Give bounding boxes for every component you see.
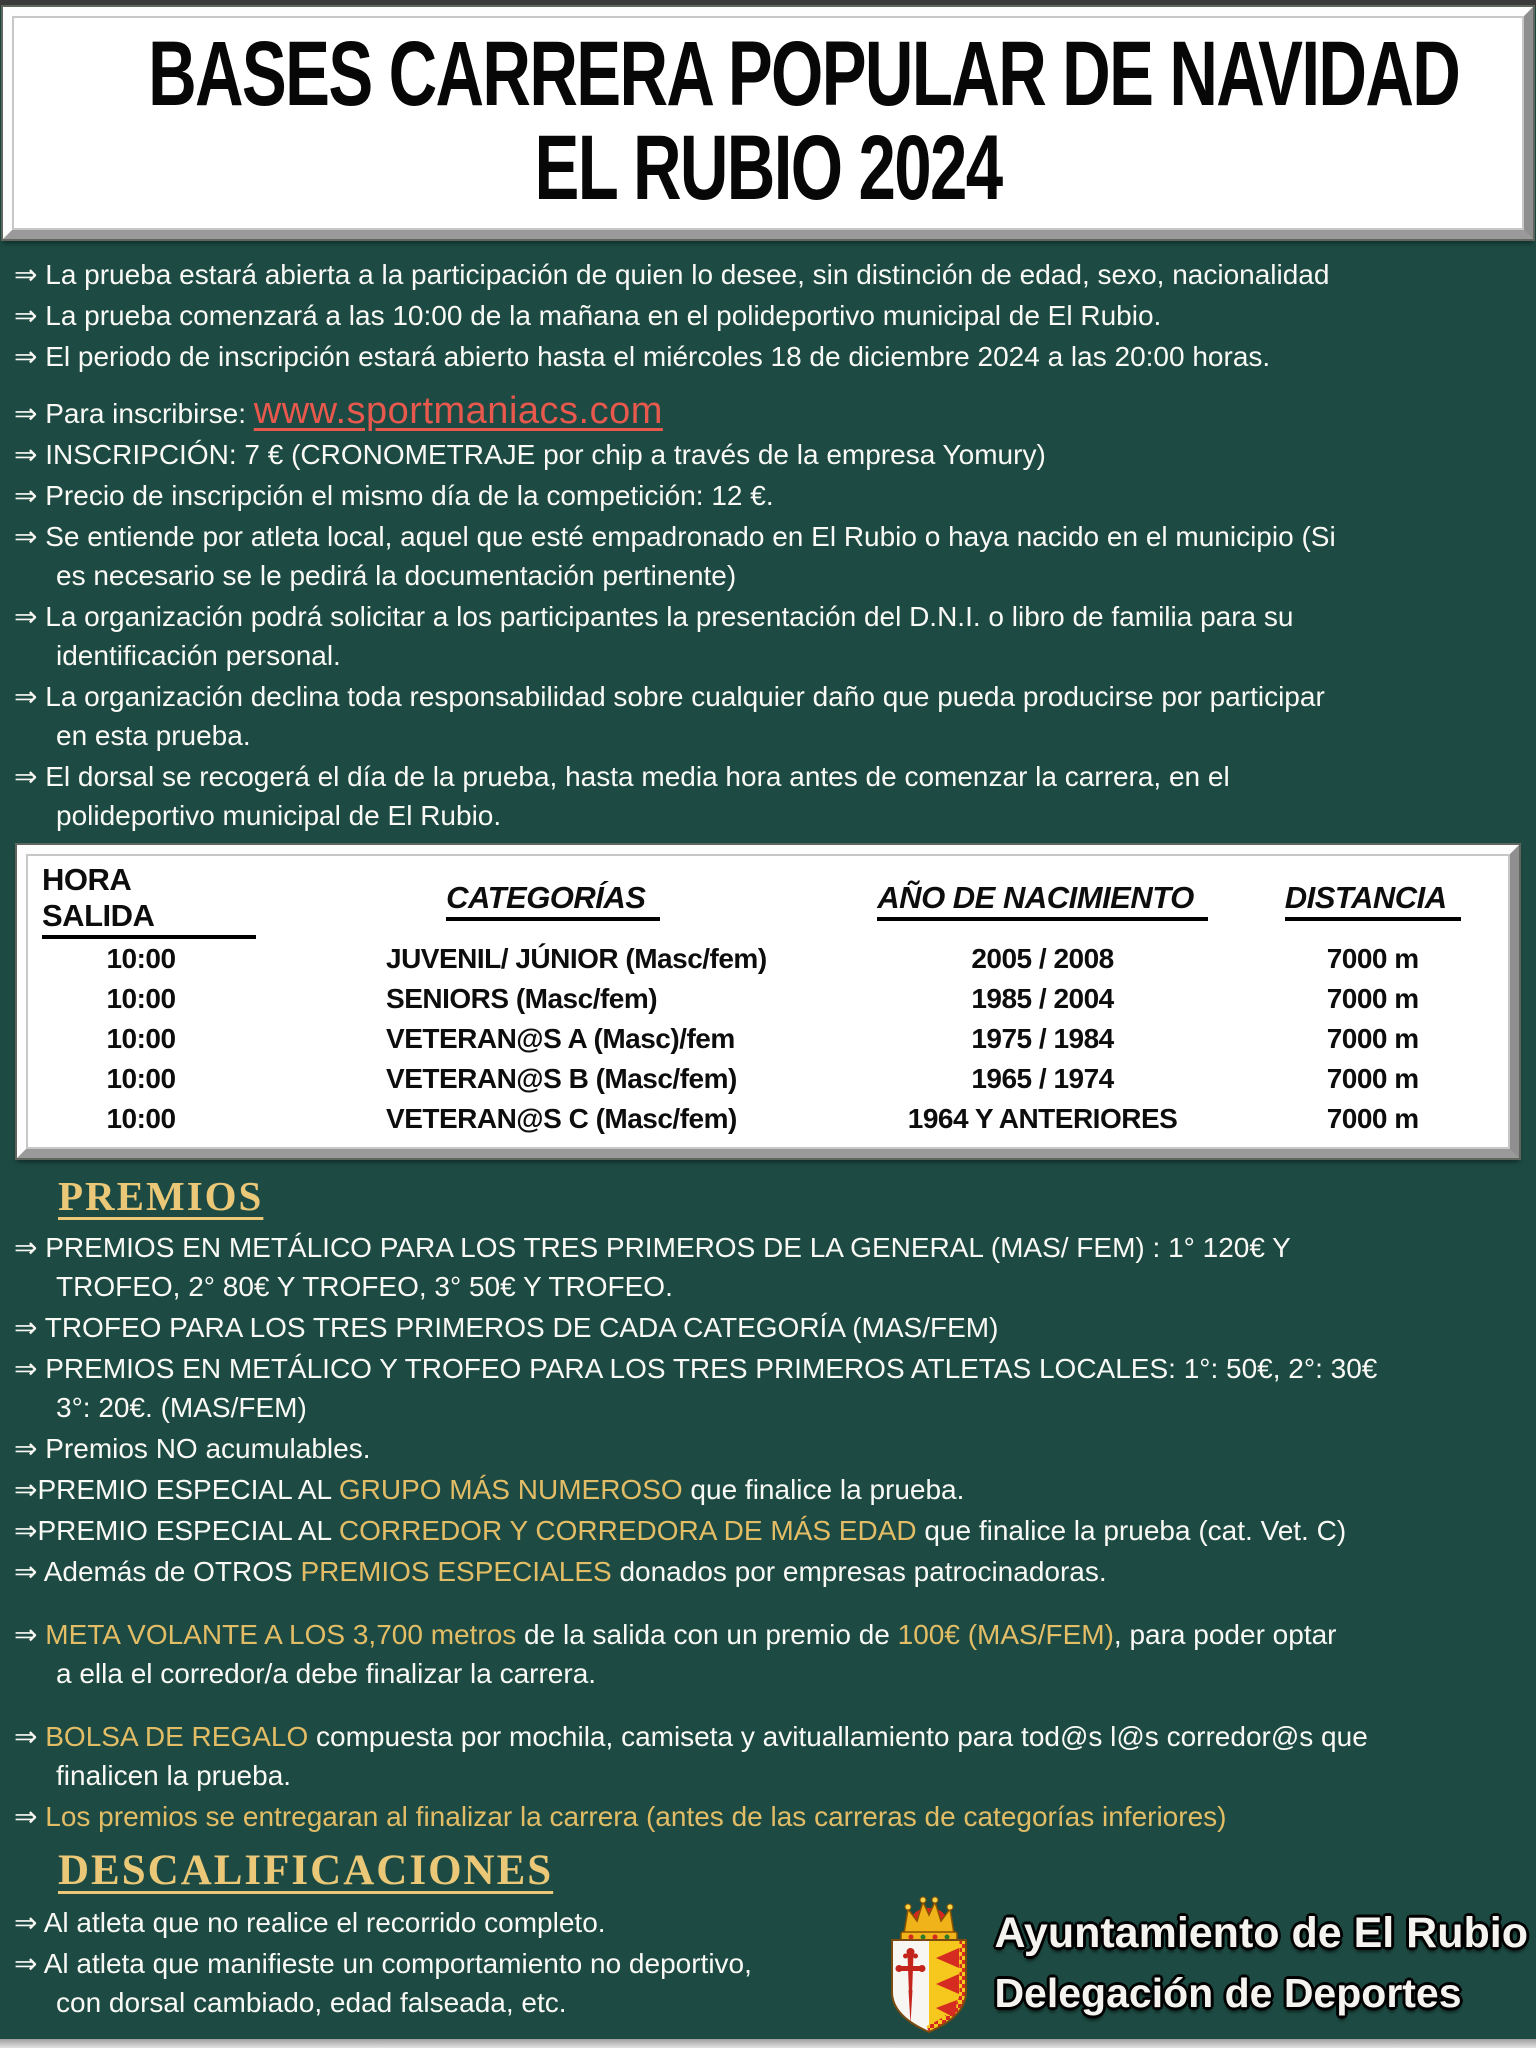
cell-ano-nacimiento: 1964 Y ANTERIORES (907, 1103, 1178, 1134)
cell-ano-nacimiento: 2005 / 2008 (971, 943, 1114, 974)
text-segment: compuesta por mochila, camiseta y avituallamiento para tod@s l@s corredor@s que (308, 1721, 1368, 1752)
cell-distancia: 7000 m (1326, 1063, 1419, 1094)
table-header-row (26, 858, 1510, 939)
rule-item (14, 392, 1522, 433)
text-segment: ⇒ La organización podrá solicitar a los participantes la presentación del D.N.I. o libro de familia para su (14, 601, 1294, 632)
table-row (26, 939, 1510, 979)
crown-icon (901, 1897, 957, 1942)
text-segment: ⇒ (14, 1801, 46, 1832)
rule-item (14, 517, 1522, 595)
text-segment: ⇒ Además de OTROS (14, 1556, 301, 1587)
intro-rules-list (14, 255, 1522, 835)
text-segment: ⇒ Para inscribirse: (14, 398, 254, 429)
el-rubio-coat-of-arms-icon (874, 1888, 984, 2038)
rule-item (14, 296, 1522, 335)
cell-categoria: VETERAN@S A (Masc)/fem (386, 1023, 735, 1054)
descalificacion-item (14, 1944, 949, 2022)
table-row (26, 1099, 1510, 1139)
cell-categoria: JUVENIL/ JÚNIOR (Masc/fem) (386, 943, 767, 974)
categories-table-panel (17, 845, 1519, 1158)
cell-categoria: VETERAN@S C (Masc/fem) (386, 1103, 737, 1134)
bottom-border-strip (0, 2039, 1536, 2048)
premio-item (14, 1429, 1522, 1468)
cell-hora-salida: 10:00 (106, 943, 176, 974)
table-row (26, 979, 1510, 1019)
text-segment: ⇒ La prueba comenzará a las 10:00 de la mañana en el polideportivo municipal de El Rubio. (14, 300, 1162, 331)
premio-item (14, 1552, 1522, 1591)
text-segment: finalicen la prueba. (56, 1760, 292, 1791)
text-segment: ⇒ La organización declina toda responsabilidad sobre cualquier daño que pueda producirse por participar (14, 681, 1325, 712)
text-segment: META VOLANTE A LOS 3,700 metros (45, 1619, 517, 1650)
premio-item (14, 1797, 1522, 1836)
text-segment: donados por empresas patrocinadoras. (611, 1556, 1107, 1587)
table-row (26, 1019, 1510, 1059)
text-segment: que finalice la prueba. (682, 1474, 965, 1505)
text-segment: BOLSA DE REGALO (45, 1721, 309, 1752)
rule-item (14, 476, 1522, 515)
text-segment: ⇒ PREMIOS EN METÁLICO PARA LOS TRES PRIMEROS DE LA GENERAL (MAS/ FEM) : 1° 120€ Y (14, 1232, 1291, 1263)
rule-item (14, 677, 1522, 755)
table-header-cell: HORA SALIDA (26, 862, 256, 939)
cell-distancia: 7000 m (1326, 1023, 1419, 1054)
rule-item (14, 597, 1522, 675)
cell-hora-salida: 10:00 (106, 1063, 176, 1094)
premio-item (14, 1717, 1522, 1795)
text-segment: ⇒ INSCRIPCIÓN: 7 € (CRONOMETRAJE por chip a través de la empresa Yomury) (14, 439, 1046, 470)
cell-ano-nacimiento: 1965 / 1974 (971, 1063, 1114, 1094)
cell-hora-salida: 10:00 (106, 1023, 176, 1054)
text-segment: TROFEO, 2° 80€ Y TROFEO, 3° 50€ Y TROFEO. (56, 1271, 673, 1302)
text-segment: GRUPO MÁS NUMEROSO (338, 1474, 683, 1505)
text-segment: de la salida con un premio de (516, 1619, 898, 1650)
premio-item (14, 1349, 1522, 1427)
descalificacion-item (14, 1903, 949, 1942)
text-segment: ⇒ Premios NO acumulables. (14, 1433, 371, 1464)
poster-title-line2: EL RUBIO 2024 (534, 117, 1002, 220)
text-segment: ⇒ Al atleta que no realice el recorrido completo. (14, 1907, 606, 1938)
premio-item (14, 1615, 1522, 1693)
header-panel (3, 7, 1533, 239)
text-segment: ⇒ PREMIOS EN METÁLICO Y TROFEO PARA LOS TRES PRIMEROS ATLETAS LOCALES: 1°: 50€, 2°: 30€ (14, 1353, 1378, 1384)
premio-item (14, 1228, 1522, 1306)
organization-text (994, 1902, 1528, 2024)
premio-item (14, 1511, 1522, 1550)
text-segment: identificación personal. (56, 640, 341, 671)
table-body (26, 939, 1510, 1139)
cell-hora-salida: 10:00 (106, 1103, 176, 1134)
text-segment: ⇒ TROFEO PARA LOS TRES PRIMEROS DE CADA CATEGORÍA (MAS/FEM) (14, 1312, 999, 1343)
rule-item (14, 435, 1522, 474)
text-segment: ⇒ (14, 1721, 46, 1752)
sportmaniacs-link[interactable]: www.sportmaniacs.com (253, 390, 663, 432)
table-header-cell: CATEGORÍAS (256, 880, 850, 921)
text-segment: polideportivo municipal de El Rubio. (56, 800, 502, 831)
rule-item (14, 757, 1522, 835)
text-segment: que finalice la prueba (cat. Vet. C) (916, 1515, 1347, 1546)
text-segment: ⇒ El dorsal se recogerá el día de la prueba, hasta media hora antes de comenzar la carrera, en el (14, 761, 1230, 792)
descalificaciones-list (14, 1903, 949, 2022)
footer-logo (874, 1888, 1528, 2038)
text-segment: en esta prueba. (56, 720, 251, 751)
premios-list (14, 1228, 1522, 1836)
poster-body (0, 239, 1536, 2022)
text-segment: a ella el corredor/a debe finalizar la carrera. (56, 1658, 597, 1689)
table-header-cell: DISTANCIA (1235, 880, 1510, 921)
text-segment: Los premios se entregaran al finalizar la carrera (antes de las carreras de categorías inferiores) (45, 1801, 1227, 1832)
text-segment: es necesario se le pedirá la documentación pertinente) (56, 560, 737, 591)
table-row (26, 1059, 1510, 1099)
text-segment: ⇒ La prueba estará abierta a la participación de quien lo desee, sin distinción de edad, sexo, nacionalidad (14, 259, 1330, 290)
cell-ano-nacimiento: 1975 / 1984 (971, 1023, 1114, 1054)
text-segment: ⇒ (14, 1619, 46, 1650)
text-segment: CORREDOR Y CORREDORA DE MÁS EDAD (338, 1515, 917, 1546)
text-segment: con dorsal cambiado, edad falseada, etc. (56, 1987, 567, 2018)
top-border-strip (0, 0, 1536, 7)
premio-item (14, 1308, 1522, 1347)
poster-title-line1: BASES CARRERA POPULAR DE NAVIDAD (148, 23, 1460, 126)
text-segment: ⇒ Al atleta que manifieste un comportamiento no deportivo, (14, 1948, 752, 1979)
descalificaciones-heading: DESCALIFICACIONES (58, 1847, 554, 1894)
cell-distancia: 7000 m (1326, 943, 1419, 974)
premios-heading: PREMIOS (58, 1173, 264, 1219)
footer-org-dept: Delegación de Deportes (994, 1970, 1462, 2017)
cell-categoria: VETERAN@S B (Masc/fem) (386, 1063, 737, 1094)
text-segment: 100€ (MAS/FEM) (897, 1619, 1114, 1650)
rule-item (14, 337, 1522, 376)
cell-hora-salida: 10:00 (106, 983, 176, 1014)
text-segment: ⇒ Precio de inscripción el mismo día de la competición: 12 €. (14, 480, 774, 511)
cell-ano-nacimiento: 1985 / 2004 (971, 983, 1114, 1014)
text-segment: ⇒ Se entiende por atleta local, aquel que esté empadronado en El Rubio o haya nacido en el municipio (Si (14, 521, 1336, 552)
text-segment: ⇒ El periodo de inscripción estará abierto hasta el miércoles 18 de diciembre 2024 a las 20:00 horas. (14, 341, 1271, 372)
text-segment: ⇒PREMIO ESPECIAL AL (14, 1474, 339, 1505)
premio-item (14, 1470, 1522, 1509)
text-segment: ⇒PREMIO ESPECIAL AL (14, 1515, 339, 1546)
table-header-cell: AÑO DE NACIMIENTO (850, 880, 1236, 921)
text-segment: PREMIOS ESPECIALES (300, 1556, 612, 1587)
rule-item (14, 255, 1522, 294)
cell-distancia: 7000 m (1326, 983, 1419, 1014)
cell-distancia: 7000 m (1326, 1103, 1419, 1134)
text-segment: , para poder optar (1113, 1619, 1337, 1650)
footer-org-name: Ayuntamiento de El Rubio (994, 1909, 1528, 1958)
text-segment: 3°: 20€. (MAS/FEM) (56, 1392, 307, 1423)
cell-categoria: SENIORS (Masc/fem) (386, 983, 658, 1014)
